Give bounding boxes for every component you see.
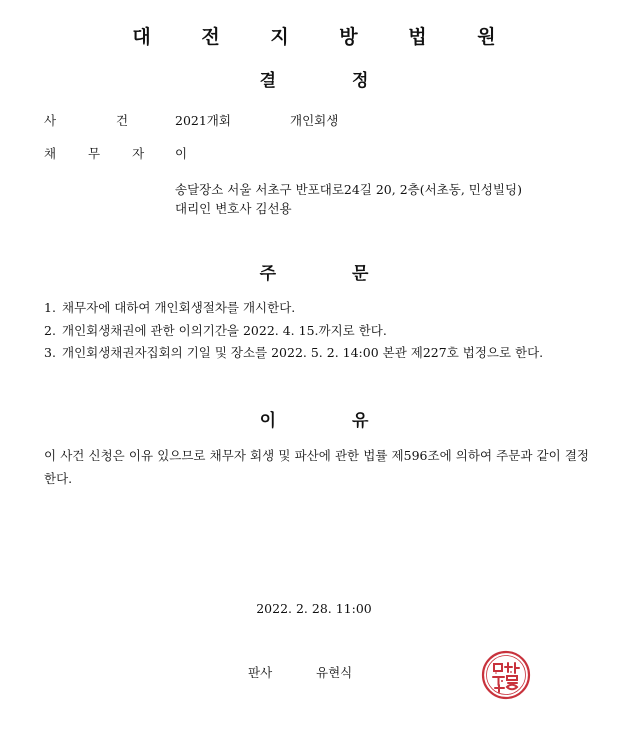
court-seal-icon (481, 650, 531, 700)
reason-text: 이 사건 신청은 이유 있으므로 채무자 회생 및 파산에 관한 법률 제596조에 의하여 주문과 같이 결정한다. (44, 448, 589, 486)
order-heading: 주 문 (259, 264, 369, 284)
order-item (44, 297, 589, 320)
order-item (44, 320, 589, 343)
order-item (44, 342, 589, 365)
attorney: 대리인 변호사 김선용 (175, 201, 292, 216)
order-item-text: 채무자에 대하여 개인회생절차를 개시한다. (62, 300, 296, 315)
service-address: 송달장소 서울 서초구 반포대로24길 20, 2층(서초동, 민성빌딩) (175, 182, 522, 197)
debtor-label (44, 145, 158, 163)
case-name: 개인회생 (290, 113, 339, 128)
decision-date: 2022. 2. 28. 11:00 (256, 601, 372, 616)
order-item-number: 2. (44, 322, 56, 338)
judge-name: 유현식 (316, 665, 353, 680)
order-list (44, 297, 589, 365)
case-number: 2021개회 (175, 113, 231, 128)
order-item-number: 1. (44, 300, 56, 315)
case-label-text: 사 건 (44, 113, 157, 128)
debtor-name: 이 (175, 146, 188, 161)
judge-title: 판사 (248, 665, 273, 680)
order-item-number: 3. (44, 345, 56, 360)
order-item-text: 개인회생채권자집회의 기일 및 장소를 2022. 5. 2. 14:00 본관 제227호 법정으로 한다. (62, 345, 544, 360)
order-item-text: 개인회생채권에 관한 이의기간을 2022. 4. 15.까지로 한다. (62, 322, 387, 338)
court-name: 대 전 지 방 법 원 (132, 26, 518, 48)
case-label (44, 112, 156, 130)
reason-heading: 이 유 (259, 411, 369, 431)
debtor-label-text: 채 무 자 (44, 146, 159, 161)
document-type-heading: 결 정 (259, 71, 369, 91)
